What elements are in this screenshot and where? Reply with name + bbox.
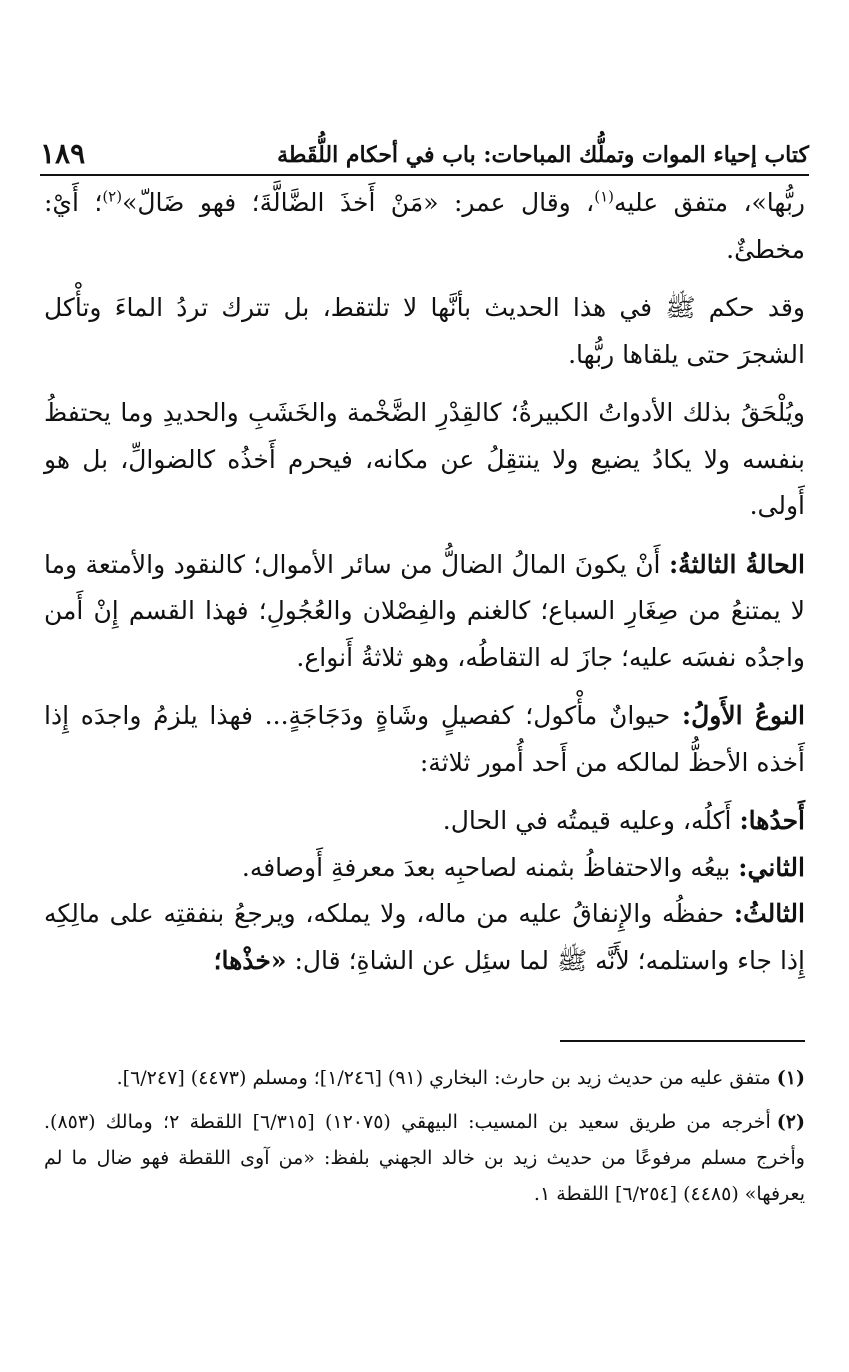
paragraph-8-quote: «خذْها؛ <box>213 945 287 975</box>
paragraph-5 <box>44 693 805 786</box>
paragraph-6 <box>44 798 805 845</box>
footnote-1-text: متفق عليه من حديث زيد بن حارث: البخاري (٩١) [١/٢٤٦]؛ ومسلم (٤٤٧٣) [٦/٢٤٧]. <box>116 1067 771 1089</box>
paragraph-6-label: أَحدُها: <box>739 806 805 835</box>
footnotes <box>44 1060 805 1220</box>
page-number: ١٨٩ <box>40 137 86 170</box>
paragraph-8-text: حفظُه والإِنفاقُ عليه من ماله، ولا يملكه، ويرجعُ بنفقتِه على مالِكِه إِذا جاء واستلمه؛ لأَنَّه ﷺ لما سئِل عن الشاةِ؛ قال: <box>44 899 805 975</box>
footnote-2-text: أخرجه من طريق سعيد بن المسيب: البيهقي (١٢٠٧٥) [٦/٣١٥] اللقطة ٢؛ ومالك (٨٥٣). وأخرج مسلم مرفوعًا من حديث زيد بن خالد الجهني بلفظ: «من آوى اللقطة فهو ضال ما لم يعرفها» (٤٤٨٥) [٦/٢٥٤] اللقطة ١. <box>44 1111 805 1205</box>
paragraph-8-label: الثالثُ: <box>733 899 805 928</box>
paragraph-4-text: أَنْ يكونَ المالُ الضالُّ من سائر الأموال؛ كالنقود والأمتعة وما لا يمتنعُ من صِغَارِ السباع؛ كالغنم والفِصْلان والعُجُولِ؛ فهذا القسم إِنْ أَمن واجدُه نفسَه عليه؛ جازَ له التقاطُه، وهو ثلاثةُ أَنواع. <box>44 549 805 672</box>
paragraph-1 <box>44 180 805 273</box>
footnote-1-mark: (١) <box>776 1067 805 1089</box>
paragraph-1-text-2: ، وقال عمر: «مَنْ أَخذَ الضَّالَّةَ؛ فهو ضَالّ» <box>122 188 595 217</box>
footnote-2 <box>44 1104 805 1212</box>
footnote-ref-2: (٢) <box>102 187 123 206</box>
paragraph-4 <box>44 542 805 682</box>
footnote-1 <box>44 1060 805 1096</box>
paragraph-1-text: ربُّها»، متفق عليه <box>614 188 805 217</box>
footnote-2-mark: (٢) <box>776 1111 805 1133</box>
paragraph-7-text: بيعُه والاحتفاظُ بثمنه لصاحبِه بعدَ معرفةِ أَوصافه. <box>241 852 739 882</box>
paragraph-4-label: الحالةُ الثالثةُ: <box>668 549 805 579</box>
page-header <box>40 132 809 176</box>
paragraph-5-text: حيوانٌ مأْكول؛ كفصيلٍ وشَاةٍ ودَجَاجَةٍ... فهذا يلزمُ واجدَه إِذا أَخذه الأحظُّ لمالكه من أَحد أُمور ثلاثة: <box>44 701 805 777</box>
paragraph-8 <box>44 891 805 984</box>
paragraph-1-text-3: ؛ أَيْ: مخطئٌ. <box>44 188 805 264</box>
paragraph-7-label: الثاني: <box>738 852 805 882</box>
paragraph-5-label: النوعُ الأَولُ: <box>681 701 806 730</box>
footnote-separator <box>560 1040 805 1042</box>
footnote-ref-1: (١) <box>594 187 615 206</box>
main-text <box>44 180 805 996</box>
paragraph-2: وقد حكم ﷺ في هذا الحديث بأنَّها لا تلتقط، بل تترك تردُ الماءَ وتأْكل الشجرَ حتى يلقاها ربُّها. <box>44 293 805 369</box>
paragraph-7 <box>44 845 805 892</box>
running-title: كتاب إحياء الموات وتملُّك المباحات: باب في أحكام اللُّقَطة <box>277 142 809 168</box>
paragraph-3: ويُلْحَقُ بذلك الأدواتُ الكبيرةُ؛ كالقِدْرِ الضَّخْمة والخَشَبِ والحديدِ وما يحتفظُ بنفسه ولا يكادُ يضيع ولا ينتقِلُ عن مكانه، فيحرم أَخذُه كالضوالِّ، بل هو أَولى. <box>44 398 805 520</box>
paragraph-6-text: أَكلُه، وعليه قيمتُه في الحال. <box>442 806 740 835</box>
